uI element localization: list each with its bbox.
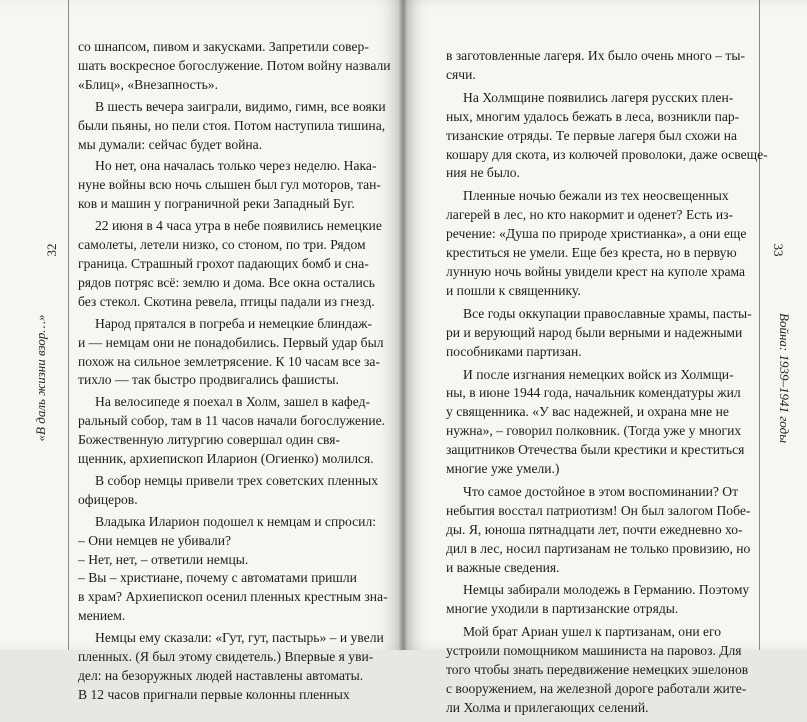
left-margin-column	[20, 0, 69, 650]
text-line: небытия восстал патриотизм! Он был залогом Побе-	[446, 502, 751, 518]
text-line: речение: «Душа по природе христианка», а они еще	[446, 226, 747, 242]
text-line: В собор немцы привели трех советских пленных	[95, 472, 379, 488]
paragraph	[446, 581, 751, 619]
text-line: Пленные ночью бежали из тех неосвещенных	[463, 188, 729, 204]
text-line: Народ прятался в погреба и немецкие блиндаж-	[95, 315, 373, 331]
running-head: Война: 1939–1941 годы	[777, 313, 792, 443]
paragraph	[78, 98, 386, 155]
paragraph	[78, 472, 379, 510]
text-line: тихло — так быстро продвигались фашисты.	[78, 372, 339, 388]
text-line: креститься не умели. Еще без креста, но в первую	[446, 245, 737, 261]
text-line: Что самое достойное в этом воспоминании? От	[463, 483, 739, 499]
text-line: дил в лес, носил партизанам не только провизию, но	[446, 540, 751, 556]
text-line: Мой брат Ариан ушел к партизанам, они его	[463, 624, 722, 640]
right-margin-column	[759, 0, 807, 650]
text-line: Немцы забирали молодежь в Германию. Поэтому	[463, 582, 750, 598]
text-line: нуне войны всю ночь слышен был гул моторов, тан-	[78, 177, 381, 193]
text-line: В шесть вечера заиграли, видимо, гимн, все вояки	[95, 98, 386, 114]
text-line: 22 июня в 4 часа утра в небе появились немецкие	[95, 218, 382, 234]
text-line: того чтобы знать передвижение немецких эшелонов	[446, 662, 749, 678]
paragraph	[446, 305, 751, 362]
text-line: и — немцам они не понадобились. Первый удар был	[78, 334, 384, 350]
text-line: – Нет, нет, – ответили немцы.	[78, 551, 249, 567]
text-line: На велосипеде я поехал в Холм, зашел в кафед-	[95, 394, 371, 410]
text-line: защитников Отечества были крестики и креститься	[446, 442, 745, 458]
page-number: 32	[44, 243, 59, 257]
text-line: в заготовленные лагеря. Их было очень много – ты-	[446, 48, 746, 63]
paragraph	[446, 366, 751, 479]
text-line: – Они немцев не убивали?	[78, 532, 231, 548]
paragraph	[446, 187, 751, 300]
right-page	[403, 0, 807, 715]
text-line: и важные сведения.	[446, 559, 560, 575]
text-line: пленных. (Я был этому свидетель.) Впервые я уви-	[78, 649, 374, 665]
text-line: и пошли к священнику.	[446, 282, 581, 298]
paragraph	[78, 629, 384, 705]
text-line: ральный собор, там в 11 часов начали богослужение.	[78, 413, 386, 429]
text-line: мением.	[78, 608, 126, 624]
paragraph	[78, 38, 391, 95]
text-line: Все годы оккупации православные храмы, пасты-	[463, 305, 752, 321]
paragraph	[446, 89, 768, 184]
left-page	[0, 0, 403, 702]
text-line: кошару для скота, из колючей проволоки, даже освеще-	[446, 146, 768, 162]
text-line: без стекол. Скотина ревела, птицы падали из гнезд.	[78, 293, 375, 309]
text-line: похож на сильное землетрясение. К 10 часам все за-	[78, 353, 380, 369]
paragraph	[446, 623, 751, 718]
text-line: ри и верующий народ были верными и надежными	[446, 324, 743, 340]
text-line: Но нет, она началась только через неделю. Нака-	[95, 158, 377, 174]
text-line: у священника. «У вас надежней, и охрана мне не	[446, 404, 729, 420]
text-line: Немцы ему сказали: «Гут, гут, пастырь» – и увели	[95, 630, 384, 646]
text-line: были пьяны, но пели стоя. Потом наступила тишина,	[78, 117, 386, 133]
text-line: мы думали: сейчас будет война.	[78, 136, 263, 152]
left-page-body-text	[78, 38, 391, 708]
text-line: «Блиц», «Внезапность».	[78, 76, 218, 92]
text-line: ков и машин у пограничной реки Западный Буг.	[78, 196, 355, 212]
text-line: сячи.	[446, 66, 476, 82]
text-line: в храм? Архиепископ осенил пленных крестным зна-	[78, 589, 388, 605]
text-line: пособниками партизан.	[446, 343, 582, 359]
text-line: – Вы – христиане, почему с автоматами пришли	[78, 570, 357, 586]
text-line: дел: на безоружных людей наставлены автоматы.	[78, 668, 364, 683]
text-line: многие уходили в партизанские отряды.	[446, 601, 679, 617]
text-line: с вооружением, на железной дороге работали жите-	[446, 681, 747, 696]
text-line: многие уже умели.)	[446, 461, 560, 477]
text-line: тизанские отряды. Те первые лагеря был схожи на	[446, 127, 738, 143]
text-line: шать воскресное богослужение. Потом войну назвали	[78, 57, 391, 73]
text-line: ды. Я, юноша пятнадцати лет, почти ежедневно хо-	[446, 521, 743, 537]
text-line: ния не было.	[446, 165, 520, 181]
paragraph	[446, 483, 751, 578]
book-gutter	[399, 0, 407, 650]
text-line: самолеты, летели низко, со стоном, по три. Рядом	[78, 237, 366, 253]
text-line: граница. Страшный грохот падающих бомб и сна-	[78, 255, 369, 271]
text-line: ли Холма и прилегающих селений.	[446, 699, 649, 715]
paragraph	[78, 217, 382, 312]
text-line: лагерей в лес, но кто накормит и оденет? Есть из-	[446, 207, 733, 223]
text-line: нужна», – говорил полковник. (Тогда уже у многих	[446, 423, 742, 439]
text-line: В 12 часов пригнали первые колонны пленных	[78, 686, 350, 702]
right-page-body-text	[446, 47, 768, 722]
paragraph	[78, 513, 388, 626]
running-head: «В даль жизни взор…»	[33, 314, 48, 442]
text-line: устроили помощником машиниста на паровоз. Для	[446, 643, 742, 659]
text-line: Владыка Иларион подошел к немцам и спросил:	[95, 513, 377, 529]
text-line: На Холмщине появились лагеря русских плен-	[463, 89, 734, 105]
text-line: со шнапсом, пивом и закусками. Запретили совер-	[78, 39, 369, 54]
text-line: ных, многим удалось бежать в леса, возникли пар-	[446, 108, 740, 124]
text-line: щенник, архиепископ Иларион (Огиенко) молился.	[78, 451, 374, 467]
paragraph	[78, 393, 386, 469]
text-line: лунную ночь войны увидели крест на куполе храма	[446, 263, 746, 279]
text-line: рядов потряс всё: землю и дома. Все окна остались	[78, 274, 375, 290]
page-number: 33	[771, 243, 786, 257]
text-line: Божественную литургию совершал один свя-	[78, 432, 341, 448]
paragraph	[446, 47, 751, 85]
text-line: офицеров.	[78, 491, 138, 507]
text-line: ны, в июне 1944 года, начальник комендатуры жил	[446, 385, 741, 401]
paragraph	[78, 157, 381, 214]
paragraph	[78, 315, 384, 391]
text-line: И после изгнания немецких войск из Холмщи-	[463, 366, 734, 382]
